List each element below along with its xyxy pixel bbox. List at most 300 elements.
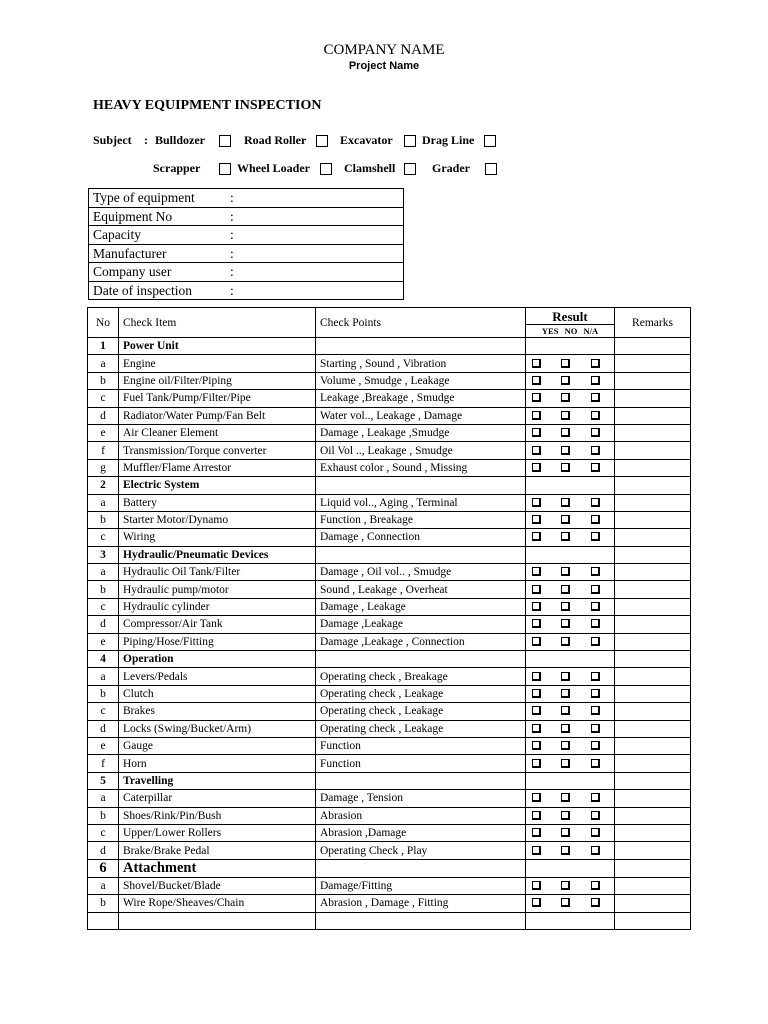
result-cell [526,668,615,685]
result-no-checkbox[interactable] [561,428,570,437]
check-points: Function [316,737,526,754]
header-remarks: Remarks [615,308,691,338]
check-item: Transmission/Torque converter [119,442,316,459]
check-item: Wiring [119,529,316,546]
result-na-checkbox[interactable] [591,898,600,907]
check-points: Damage ,Leakage [316,616,526,633]
table-row [88,616,691,633]
info-row [89,189,403,207]
subject-option-label: Grader [432,161,470,175]
check-points: Oil Vol .., Leakage , Smudge [316,442,526,459]
result-cell [526,633,615,650]
result-yes-checkbox[interactable] [532,411,541,420]
subject-checkbox-road-roller[interactable] [316,135,328,147]
remarks-cell[interactable] [615,755,691,772]
remarks-cell[interactable] [615,407,691,424]
check-item: Clutch [119,685,316,702]
check-points: Exhaust color , Sound , Missing [316,459,526,476]
row-no: b [88,511,119,528]
subject-checkbox-bulldozer[interactable] [219,135,231,147]
result-cell [526,895,615,912]
subject-checkbox-clamshell[interactable] [404,163,416,175]
result-na-checkbox[interactable] [591,759,600,768]
result-yes-checkbox[interactable] [532,741,541,750]
result-na-checkbox[interactable] [591,376,600,385]
check-item: Engine [119,355,316,372]
result-na-checkbox[interactable] [591,446,600,455]
row-no: c [88,529,119,546]
result-cell [526,372,615,389]
result-na-checkbox[interactable] [591,828,600,837]
table-row [88,895,691,912]
header-no: No [88,308,119,338]
row-no: g [88,459,119,476]
remarks-cell[interactable] [615,564,691,581]
check-points [316,477,526,494]
table-row [88,511,691,528]
result-yes-checkbox[interactable] [532,828,541,837]
check-points: Damage , Leakage ,Smudge [316,424,526,441]
remarks-cell[interactable] [615,720,691,737]
subject-checkbox-scrapper[interactable] [219,163,231,175]
result-no-checkbox[interactable] [561,376,570,385]
result-na-checkbox[interactable] [591,619,600,628]
remarks-cell[interactable] [615,685,691,702]
result-no-checkbox[interactable] [561,846,570,855]
result-yes-checkbox[interactable] [532,672,541,681]
remarks-cell[interactable] [615,877,691,894]
result-yes-checkbox[interactable] [532,706,541,715]
table-row [88,842,691,859]
info-value[interactable]: : [230,227,234,243]
check-points: Abrasion ,Damage [316,824,526,841]
equipment-info-box [88,188,404,300]
result-na-checkbox[interactable] [591,741,600,750]
check-item: Attachment [119,859,316,877]
result-na-checkbox[interactable] [591,793,600,802]
remarks-cell[interactable] [615,390,691,407]
result-cell [526,546,615,563]
result-yes-checkbox[interactable] [532,567,541,576]
table-row [88,685,691,702]
section-row [88,546,691,563]
result-no-checkbox[interactable] [561,567,570,576]
table-header-row [88,308,691,338]
remarks-cell[interactable] [615,355,691,372]
result-no-checkbox[interactable] [561,446,570,455]
result-na-checkbox[interactable] [591,359,600,368]
table-row [88,737,691,754]
header-result [526,308,615,338]
result-na-checkbox[interactable] [591,637,600,646]
table-row [88,633,691,650]
table-row [88,564,691,581]
result-cell [526,772,615,789]
result-na-checkbox[interactable] [591,428,600,437]
result-cell [526,459,615,476]
result-yes-checkbox[interactable] [532,637,541,646]
result-yes-checkbox[interactable] [532,881,541,890]
check-points: Damage , Connection [316,529,526,546]
remarks-cell[interactable] [615,807,691,824]
result-cell [526,477,615,494]
result-no-checkbox[interactable] [561,585,570,594]
check-points: Water vol.., Leakage , Damage [316,407,526,424]
row-no: a [88,877,119,894]
check-item: Caterpillar [119,790,316,807]
remarks-cell[interactable] [615,338,691,355]
remarks-cell[interactable] [615,651,691,668]
row-no: b [88,807,119,824]
result-yes-checkbox[interactable] [532,428,541,437]
result-cell [526,737,615,754]
check-points: Abrasion [316,807,526,824]
result-no-checkbox[interactable] [561,619,570,628]
result-yes-checkbox[interactable] [532,359,541,368]
result-cell [526,616,615,633]
result-cell [526,807,615,824]
result-no-checkbox[interactable] [561,898,570,907]
result-no-checkbox[interactable] [561,411,570,420]
document-title: HEAVY EQUIPMENT INSPECTION [93,98,322,113]
remarks-cell[interactable] [615,895,691,912]
remarks-cell[interactable] [615,824,691,841]
table-row [88,459,691,476]
subject-colon: : [144,133,148,147]
result-title: Result [552,309,588,324]
remarks-cell[interactable] [615,424,691,441]
table-row [88,372,691,389]
section-row [88,338,691,355]
result-na-checkbox[interactable] [591,393,600,402]
check-points: Function , Breakage [316,511,526,528]
table-row [88,390,691,407]
check-points: Abrasion , Damage , Fitting [316,895,526,912]
remarks-cell[interactable] [615,668,691,685]
check-item: Fuel Tank/Pump/Filter/Pipe [119,390,316,407]
check-points: Operating check , Leakage [316,720,526,737]
result-no-checkbox[interactable] [561,672,570,681]
row-no: 3 [88,546,119,563]
check-points: Operating Check , Play [316,842,526,859]
check-points: Leakage ,Breakage , Smudge [316,390,526,407]
check-item: Hydraulic Oil Tank/Filter [119,564,316,581]
result-no-checkbox[interactable] [561,463,570,472]
result-cell [526,912,615,929]
table-row [88,424,691,441]
check-item: Travelling [119,772,316,789]
row-no: e [88,633,119,650]
remarks-cell[interactable] [615,790,691,807]
row-no: c [88,824,119,841]
row-no: 2 [88,477,119,494]
result-yes-checkbox[interactable] [532,446,541,455]
info-label: Manufacturer [93,245,167,261]
subject-label: Subject [93,133,132,147]
row-no: f [88,755,119,772]
remarks-cell[interactable] [615,598,691,615]
result-no-checkbox[interactable] [561,515,570,524]
result-cell [526,390,615,407]
subject-option-label: Wheel Loader [237,161,310,175]
check-points: Damage , Tension [316,790,526,807]
result-yes-checkbox[interactable] [532,724,541,733]
check-item: Brakes [119,703,316,720]
result-yes-checkbox[interactable] [532,793,541,802]
check-item: Brake/Brake Pedal [119,842,316,859]
remarks-cell[interactable] [615,859,691,877]
result-cell [526,598,615,615]
result-na-checkbox[interactable] [591,498,600,507]
result-cell [526,494,615,511]
row-no: a [88,355,119,372]
result-na-checkbox[interactable] [591,567,600,576]
check-points [316,912,526,929]
check-item: Piping/Hose/Fitting [119,633,316,650]
result-no-checkbox[interactable] [561,811,570,820]
remarks-cell[interactable] [615,442,691,459]
row-no: f [88,442,119,459]
result-subheader: YES NO N/A [526,324,614,337]
check-item: Hydraulic pump/motor [119,581,316,598]
result-no-checkbox[interactable] [561,637,570,646]
row-no: b [88,895,119,912]
check-item: Power Unit [119,338,316,355]
result-no-checkbox[interactable] [561,724,570,733]
result-yes-checkbox[interactable] [532,689,541,698]
project-name: Project Name [348,60,420,72]
result-cell [526,442,615,459]
result-no-checkbox[interactable] [561,759,570,768]
result-no-checkbox[interactable] [561,793,570,802]
subject-checkbox-excavator[interactable] [404,135,416,147]
result-cell [526,842,615,859]
result-cell [526,720,615,737]
info-row [89,262,403,281]
check-item: Starter Motor/Dynamo [119,511,316,528]
header-check-item: Check Item [119,308,316,338]
result-no-checkbox[interactable] [561,602,570,611]
check-points: Volume , Smudge , Leakage [316,372,526,389]
header-check-points: Check Points [316,308,526,338]
check-item: Hydraulic cylinder [119,598,316,615]
row-no [88,912,119,929]
result-yes-checkbox[interactable] [532,498,541,507]
remarks-cell[interactable] [615,703,691,720]
check-item: Gauge [119,737,316,754]
result-yes-checkbox[interactable] [532,532,541,541]
table-row [88,877,691,894]
remarks-cell[interactable] [615,772,691,789]
check-item: Electric System [119,477,316,494]
result-na-checkbox[interactable] [591,689,600,698]
table-row [88,807,691,824]
check-item: Compressor/Air Tank [119,616,316,633]
row-no: a [88,790,119,807]
info-value[interactable]: : [230,208,234,224]
remarks-cell[interactable] [615,737,691,754]
section-row [88,477,691,494]
table-row [88,912,691,929]
check-points: Damage/Fitting [316,877,526,894]
table-row [88,598,691,615]
check-points: Operating check , Leakage [316,703,526,720]
check-points [316,546,526,563]
remarks-cell[interactable] [615,494,691,511]
table-row [88,581,691,598]
check-item: Radiator/Water Pump/Fan Belt [119,407,316,424]
result-na-checkbox[interactable] [591,846,600,855]
table-row [88,755,691,772]
result-no-checkbox[interactable] [561,359,570,368]
result-na-checkbox[interactable] [591,672,600,681]
row-no: c [88,390,119,407]
row-no: e [88,424,119,441]
result-no-checkbox[interactable] [561,828,570,837]
result-no-checkbox[interactable] [561,881,570,890]
info-value[interactable]: : [230,282,234,298]
result-cell [526,703,615,720]
result-no-checkbox[interactable] [561,706,570,715]
check-item: Levers/Pedals [119,668,316,685]
check-points [316,772,526,789]
check-item: Hydraulic/Pneumatic Devices [119,546,316,563]
result-cell [526,651,615,668]
result-yes-checkbox[interactable] [532,811,541,820]
subject-checkbox-grader[interactable] [485,163,497,175]
result-yes-checkbox[interactable] [532,585,541,594]
row-no: b [88,581,119,598]
result-na-checkbox[interactable] [591,585,600,594]
remarks-cell[interactable] [615,633,691,650]
subject-option-label: Bulldozer [155,133,205,147]
info-label: Capacity [93,227,141,243]
subject-option-label: Scrapper [153,161,201,175]
row-no: 4 [88,651,119,668]
remarks-cell[interactable] [615,616,691,633]
result-yes-checkbox[interactable] [532,898,541,907]
remarks-cell[interactable] [615,372,691,389]
table-row [88,407,691,424]
result-yes-checkbox[interactable] [532,376,541,385]
check-item: Operation [119,651,316,668]
subject-checkbox-drag-line[interactable] [484,135,496,147]
result-yes-checkbox[interactable] [532,846,541,855]
check-points: Function [316,755,526,772]
result-no-checkbox[interactable] [561,741,570,750]
info-value[interactable]: : [230,245,234,261]
check-item: Engine oil/Filter/Piping [119,372,316,389]
result-cell [526,859,615,877]
table-row [88,494,691,511]
info-value[interactable]: : [230,264,234,280]
result-yes-checkbox[interactable] [532,759,541,768]
remarks-cell[interactable] [615,912,691,929]
remarks-cell[interactable] [615,529,691,546]
remarks-cell[interactable] [615,842,691,859]
info-value[interactable]: : [230,190,234,206]
result-na-checkbox[interactable] [591,463,600,472]
row-no: c [88,703,119,720]
result-cell [526,564,615,581]
row-no: d [88,842,119,859]
result-cell [526,424,615,441]
table-row [88,442,691,459]
check-points: Damage ,Leakage , Connection [316,633,526,650]
remarks-cell[interactable] [615,459,691,476]
result-no-checkbox[interactable] [561,393,570,402]
result-cell [526,877,615,894]
info-label: Type of equipment [93,190,195,206]
info-label: Company user [93,264,172,280]
result-cell [526,511,615,528]
result-na-checkbox[interactable] [591,811,600,820]
check-points [316,859,526,877]
subject-checkbox-wheel-loader[interactable] [320,163,332,175]
check-points: Operating check , Breakage [316,668,526,685]
table-row [88,824,691,841]
result-na-checkbox[interactable] [591,881,600,890]
row-no: a [88,494,119,511]
row-no: 6 [88,859,119,877]
row-no: d [88,407,119,424]
table-row [88,355,691,372]
remarks-cell[interactable] [615,546,691,563]
row-no: 1 [88,338,119,355]
result-no-checkbox[interactable] [561,689,570,698]
result-yes-checkbox[interactable] [532,463,541,472]
info-row [89,244,403,263]
check-item: Shovel/Bucket/Blade [119,877,316,894]
result-no-checkbox[interactable] [561,532,570,541]
result-na-checkbox[interactable] [591,411,600,420]
check-points [316,651,526,668]
check-points: Sound , Leakage , Overheat [316,581,526,598]
section-row [88,859,691,877]
check-points: Operating check , Leakage [316,685,526,702]
info-row [89,207,403,226]
section-row [88,651,691,668]
result-cell [526,407,615,424]
result-na-checkbox[interactable] [591,532,600,541]
row-no: a [88,668,119,685]
row-no: a [88,564,119,581]
result-na-checkbox[interactable] [591,706,600,715]
result-yes-checkbox[interactable] [532,393,541,402]
check-points: Damage , Oil vol.. , Smudge [316,564,526,581]
result-yes-checkbox[interactable] [532,619,541,628]
remarks-cell[interactable] [615,511,691,528]
row-no: d [88,616,119,633]
remarks-cell[interactable] [615,581,691,598]
result-na-checkbox[interactable] [591,602,600,611]
subject-option-label: Excavator [340,133,393,147]
result-yes-checkbox[interactable] [532,602,541,611]
result-cell [526,824,615,841]
subject-option-label: Drag Line [422,133,475,147]
result-na-checkbox[interactable] [591,515,600,524]
table-row [88,668,691,685]
check-points: Starting , Sound , Vibration [316,355,526,372]
company-name: COMPANY NAME [323,42,445,58]
result-na-checkbox[interactable] [591,724,600,733]
check-points: Damage , Leakage [316,598,526,615]
result-yes-checkbox[interactable] [532,515,541,524]
remarks-cell[interactable] [615,477,691,494]
result-no-checkbox[interactable] [561,498,570,507]
check-item: Horn [119,755,316,772]
row-no: b [88,372,119,389]
